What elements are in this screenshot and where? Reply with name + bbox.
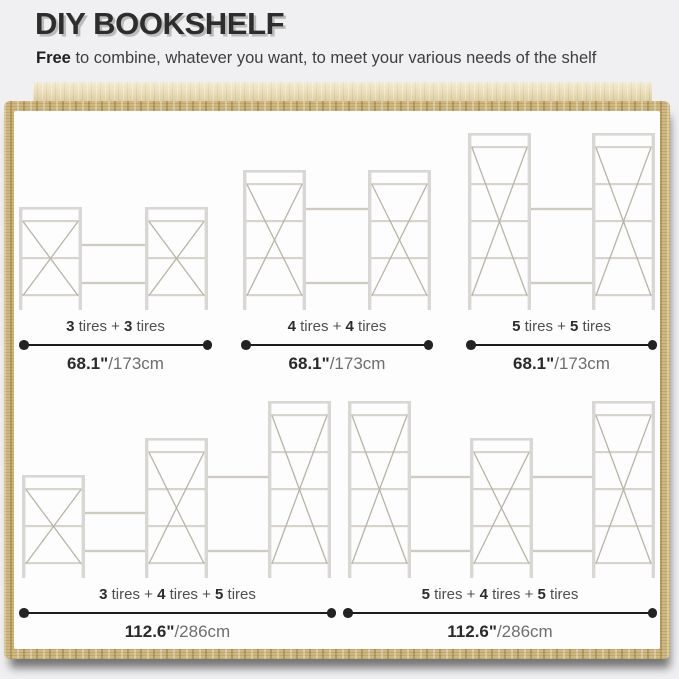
dimension-line bbox=[23, 612, 332, 614]
shelf-board bbox=[471, 257, 528, 259]
shelf-board bbox=[470, 438, 533, 441]
shelf-board bbox=[595, 414, 652, 416]
shelf-config bbox=[245, 127, 429, 377]
shelf-unit bbox=[19, 207, 82, 310]
shelf-board bbox=[246, 294, 303, 296]
shelf-post bbox=[145, 438, 148, 578]
shelf-unit bbox=[22, 475, 85, 578]
subtitle-emphasis: Free bbox=[36, 49, 71, 67]
shelf-post bbox=[652, 401, 655, 578]
connecting-shelf bbox=[409, 476, 472, 478]
tier-count: 4 bbox=[287, 318, 296, 335]
page-title: DIY BOOKSHELF bbox=[35, 6, 285, 41]
shelf-board bbox=[271, 414, 328, 416]
shelf-diagram bbox=[22, 395, 335, 579]
connecting-shelf bbox=[206, 476, 270, 478]
shelf-board bbox=[351, 414, 408, 416]
shelf-unit bbox=[268, 401, 331, 578]
shelf-board bbox=[148, 562, 205, 564]
config-label: 5 tires + 5 tires bbox=[512, 318, 611, 335]
shelf-post bbox=[468, 133, 471, 310]
shelf-post bbox=[243, 170, 246, 310]
shelf-board bbox=[243, 170, 306, 173]
shelf-unit bbox=[592, 401, 655, 578]
shelf-post bbox=[592, 133, 595, 310]
shelf-unit bbox=[592, 133, 655, 310]
connecting-shelf bbox=[80, 244, 147, 246]
shelf-board bbox=[148, 220, 205, 222]
dimension-cm: /173cm bbox=[108, 354, 164, 373]
shelf-board bbox=[351, 525, 408, 527]
shelf-board bbox=[145, 438, 208, 441]
shelf-board bbox=[246, 220, 303, 222]
shelf-post bbox=[303, 170, 306, 310]
shelf-board bbox=[595, 257, 652, 259]
dimension-text bbox=[3, 354, 228, 374]
connecting-shelf bbox=[304, 282, 370, 284]
shelf-post bbox=[145, 207, 148, 310]
shelf-board bbox=[371, 257, 428, 259]
shelf-board bbox=[592, 401, 655, 404]
shelf-unit bbox=[368, 170, 431, 310]
shelf-board bbox=[473, 488, 530, 490]
connecting-shelf bbox=[529, 208, 594, 210]
dimension-endpoint-dot bbox=[203, 340, 213, 350]
shelf-post bbox=[205, 207, 208, 310]
config-label: 4 tires + 4 tires bbox=[287, 318, 387, 335]
dimension-endpoint-dot bbox=[19, 340, 29, 350]
tier-count: 4 bbox=[479, 586, 488, 603]
shelf-post bbox=[205, 438, 208, 578]
tier-count: 4 bbox=[157, 586, 166, 603]
shelf-board bbox=[371, 220, 428, 222]
shelf-board bbox=[473, 525, 530, 527]
shelf-unit bbox=[145, 207, 208, 310]
dimension-endpoint-dot bbox=[424, 340, 434, 350]
shelf-post bbox=[592, 401, 595, 578]
dimension-inches: 68.1" bbox=[513, 354, 555, 373]
tier-count: 3 bbox=[124, 318, 133, 335]
shelf-post bbox=[82, 475, 85, 578]
dimension-endpoint-dot bbox=[327, 608, 337, 618]
dimension-line bbox=[347, 612, 653, 614]
shelf-board bbox=[25, 562, 82, 564]
dimension-cm: /286cm bbox=[174, 622, 231, 641]
shelf-board bbox=[471, 183, 528, 185]
shelf-board bbox=[592, 133, 655, 136]
dimension-inches: 68.1" bbox=[288, 354, 330, 373]
dimension-endpoint-dot bbox=[343, 608, 353, 618]
shelf-board bbox=[471, 146, 528, 148]
dimension-endpoint-dot bbox=[19, 608, 29, 618]
shelf-board bbox=[145, 207, 208, 210]
shelf-board bbox=[595, 451, 652, 453]
shelf-unit bbox=[145, 438, 208, 578]
tier-count: 3 bbox=[66, 318, 75, 335]
dimension-inches: 68.1" bbox=[67, 354, 109, 373]
wood-plank-top bbox=[33, 82, 652, 102]
shelf-post bbox=[268, 401, 271, 578]
shelf-post bbox=[408, 401, 411, 578]
shelf-board bbox=[22, 475, 85, 478]
shelf-board bbox=[473, 451, 530, 453]
dimension-endpoint-dot bbox=[466, 340, 476, 350]
tier-count: 5 bbox=[215, 586, 224, 603]
shelf-board bbox=[246, 183, 303, 185]
dimension-text bbox=[225, 354, 449, 374]
subtitle-text: to combine, whatever you want, to meet your various needs of the shelf bbox=[70, 49, 597, 67]
shelf-board bbox=[371, 294, 428, 296]
config-label: 3 tires + 3 tires bbox=[66, 318, 165, 335]
dimension-endpoint-dot bbox=[241, 340, 251, 350]
shelf-board bbox=[468, 133, 531, 136]
shelf-post bbox=[428, 170, 431, 310]
shelf-diagram bbox=[348, 395, 659, 579]
shelf-board bbox=[271, 451, 328, 453]
dimension-text bbox=[450, 354, 673, 374]
connecting-shelf bbox=[304, 208, 370, 210]
shelf-post bbox=[368, 170, 371, 310]
tier-count: 3 bbox=[99, 586, 108, 603]
shelf-board bbox=[25, 488, 82, 490]
shelf-board bbox=[595, 562, 652, 564]
shelf-board bbox=[595, 183, 652, 185]
shelf-post bbox=[348, 401, 351, 578]
connecting-shelf bbox=[531, 550, 594, 552]
shelf-unit bbox=[348, 401, 411, 578]
shelf-diagram bbox=[468, 127, 659, 311]
shelf-post bbox=[530, 438, 533, 578]
shelf-board bbox=[471, 294, 528, 296]
shelf-post bbox=[79, 207, 82, 310]
shelf-unit bbox=[468, 133, 531, 310]
shelf-board bbox=[351, 451, 408, 453]
shelf-diagram bbox=[243, 127, 435, 311]
dimension-cm: /173cm bbox=[329, 354, 386, 373]
dimension-endpoint-dot bbox=[648, 340, 658, 350]
dimension-text bbox=[327, 622, 673, 642]
shelf-unit bbox=[470, 438, 533, 578]
shelf-board bbox=[595, 294, 652, 296]
page-subtitle bbox=[36, 49, 596, 68]
dimension-line bbox=[245, 344, 429, 346]
shelf-board bbox=[148, 294, 205, 296]
shelf-board bbox=[595, 525, 652, 527]
shelf-board bbox=[22, 294, 79, 296]
dimension-cm: /173cm bbox=[554, 354, 610, 373]
shelf-board bbox=[148, 488, 205, 490]
dimension-inches: 112.6" bbox=[124, 622, 175, 641]
shelf-diagram bbox=[19, 127, 212, 311]
shelf-board bbox=[348, 401, 411, 404]
shelf-board bbox=[371, 183, 428, 185]
connecting-shelf bbox=[531, 476, 594, 478]
connecting-shelf bbox=[83, 550, 147, 552]
shelf-post bbox=[19, 207, 22, 310]
shelf-config bbox=[470, 127, 653, 377]
config-label: 5 tires + 4 tires + 5 tires bbox=[421, 586, 579, 603]
tier-count: 5 bbox=[570, 318, 579, 335]
shelf-config bbox=[23, 395, 332, 645]
shelf-board bbox=[368, 170, 431, 173]
connecting-shelf bbox=[80, 282, 147, 284]
shelf-config bbox=[347, 395, 653, 645]
connecting-shelf bbox=[529, 282, 594, 284]
shelf-board bbox=[595, 146, 652, 148]
shelf-post bbox=[528, 133, 531, 310]
dimension-inches: 112.6" bbox=[447, 622, 497, 641]
shelf-board bbox=[22, 220, 79, 222]
dimension-text bbox=[3, 622, 352, 642]
dimension-endpoint-dot bbox=[648, 608, 658, 618]
diagram-panel bbox=[14, 111, 660, 649]
wood-board bbox=[4, 101, 670, 659]
shelf-board bbox=[19, 207, 82, 210]
shelf-post bbox=[470, 438, 473, 578]
connecting-shelf bbox=[83, 512, 147, 514]
shelf-board bbox=[271, 525, 328, 527]
shelf-board bbox=[268, 401, 331, 404]
shelf-config bbox=[23, 127, 208, 377]
dimension-line bbox=[470, 344, 653, 346]
config-label: 3 tires + 4 tires + 5 tires bbox=[99, 586, 256, 603]
connecting-shelf bbox=[409, 550, 472, 552]
tier-count: 5 bbox=[512, 318, 521, 335]
tier-count: 4 bbox=[345, 318, 354, 335]
shelf-board bbox=[473, 562, 530, 564]
shelf-board bbox=[148, 451, 205, 453]
shelf-board bbox=[246, 257, 303, 259]
shelf-board bbox=[271, 562, 328, 564]
shelf-unit bbox=[243, 170, 306, 310]
tier-count: 5 bbox=[537, 586, 546, 603]
tier-count: 5 bbox=[421, 586, 430, 603]
shelf-board bbox=[351, 562, 408, 564]
shelf-post bbox=[652, 133, 655, 310]
dimension-cm: /286cm bbox=[496, 622, 553, 641]
connecting-shelf bbox=[206, 550, 270, 552]
dimension-line bbox=[23, 344, 208, 346]
shelf-post bbox=[22, 475, 25, 578]
shelf-board bbox=[148, 525, 205, 527]
shelf-post bbox=[328, 401, 331, 578]
